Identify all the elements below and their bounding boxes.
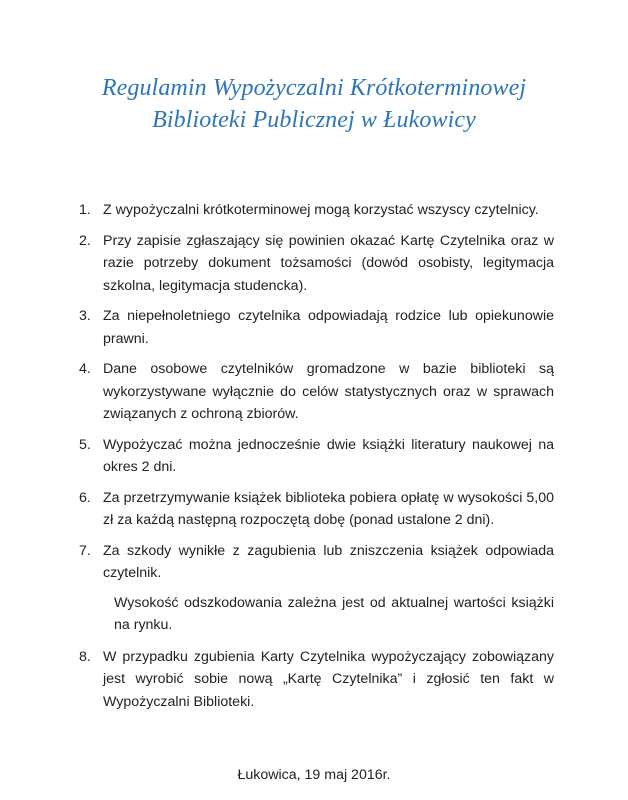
rule-text: Za niepełnoletniego czytelnika odpowiadają rodzice lub opiekunowie prawni. — [103, 308, 554, 347]
rule-number: 2. — [79, 232, 91, 249]
rule-item-8 — [79, 646, 554, 714]
rule-text: W przypadku zgubienia Karty Czytelnika wypożyczający zobowiązany jest wyrobić sobie nową „Kartę Czytelnika” i zgłosić ten fakt w Wypożyczalni Biblioteki. — [103, 648, 554, 710]
document-title — [0, 72, 628, 136]
rule-item-6 — [79, 487, 554, 532]
rule-text: Z wypożyczalni krótkoterminowej mogą korzystać wszyscy czytelnicy. — [103, 202, 539, 218]
rule-number: 3. — [79, 308, 91, 324]
rule-item-2 — [79, 230, 554, 298]
rule-text: Dane osobowe czytelników gromadzone w bazie biblioteki są wykorzystywane wyłącznie do celów statystycznych oraz w sprawach związanych z ochroną zbiorów. — [103, 361, 554, 422]
rule-item-5 — [79, 434, 554, 479]
rule-number: 5. — [79, 436, 91, 453]
rule-item-7 — [79, 540, 554, 585]
rule-number: 1. — [79, 202, 91, 218]
rule-number: 4. — [79, 361, 91, 377]
rule-item-1 — [79, 199, 554, 222]
rule-number: 7. — [79, 542, 91, 559]
place-date-line: Łukowica, 19 maj 2016r. — [237, 767, 391, 783]
rule-7-note: Wysokość odszkodowania zależna jest od aktualnej wartości książki na rynku. — [114, 594, 554, 633]
title-line-1: Regulamin Wypożyczalni Krótkoterminowej — [101, 75, 527, 101]
rule-text: Za szkody wynikłe z zagubienia lub zniszczenia książek odpowiada czytelnik. — [103, 542, 554, 581]
rule-text: Wypożyczać można jednocześnie dwie książki literatury naukowej na okres 2 dni. — [103, 436, 554, 475]
rules-list — [79, 199, 554, 721]
rule-text: Za przetrzymywanie książek biblioteka pobiera opłatę w wysokości 5,00 zł za każdą następną rozpoczętą dobę (ponad ustalone 2 dni). — [103, 489, 554, 528]
rule-item-3 — [79, 305, 554, 350]
rule-item-4 — [79, 358, 554, 426]
title-line-2: Biblioteki Publicznej w Łukowicy — [152, 107, 476, 133]
rule-number: 8. — [79, 648, 91, 665]
rule-text: Przy zapisie zgłaszający się powinien okazać Kartę Czytelnika oraz w razie potrzeby dokument tożsamości (dowód osobisty, legitymacja szkolna, legitymacja studencka). — [103, 232, 554, 294]
rule-number: 6. — [79, 489, 91, 506]
